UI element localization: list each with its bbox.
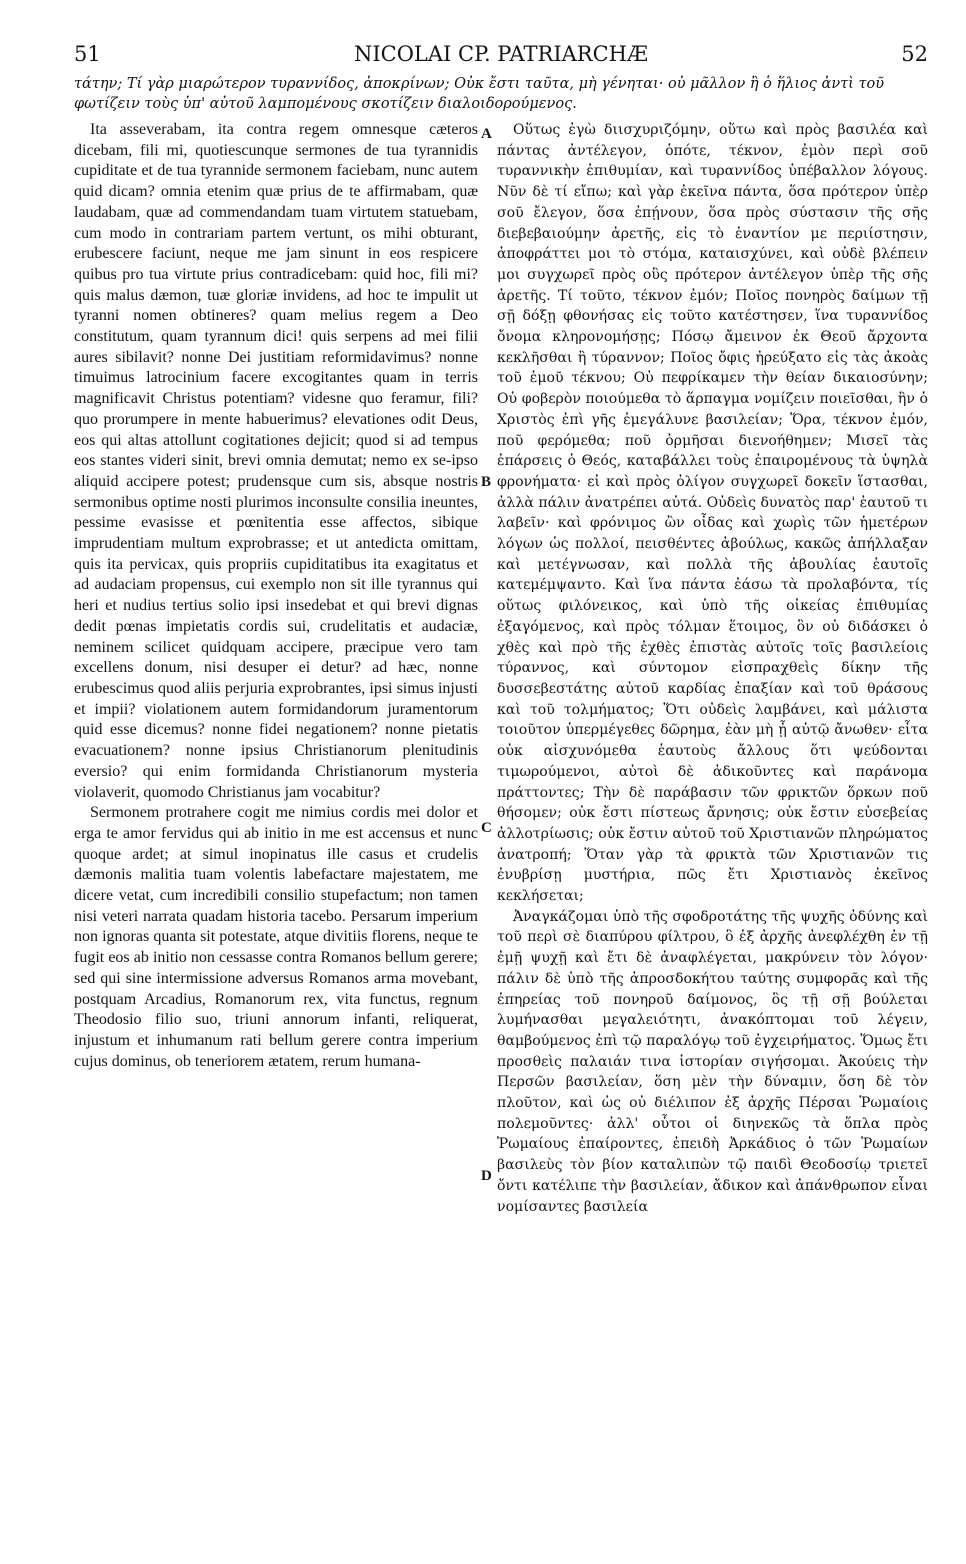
intro-line: τάτην; Τί γὰρ μιαρώτερον τυραννίδος, ἀποκρίνων; Οὐκ ἔστι ταῦτα, μὴ γένηται· οὐ μᾶλλον ἢ ὁ ἥλιος ἀντὶ τοῦ φωτίζειν τοὺς ὑπ' αὐτοῦ λαμπομένους σκοτίζειν διαλοιδορούμενος. <box>74 76 885 112</box>
page-header <box>74 42 928 72</box>
greek-paragraph: Οὕτως ἐγὼ διισχυριζόμην, οὕτω καὶ πρὸς βασιλέα καὶ πάντας ἀντέλεγον, ὁπότε, τέκνον, ἐμὸν περὶ σοῦ τυραννικὴν ἐπιθυμίαν, καὶ τυραννίδος ὑπέβαλλον λόγους. Νῦν δὲ τί εἴπω; καὶ γὰρ ἐκεῖνα πάντα, ὅσα πρότερον ὑπὲρ σοῦ ἔλεγον, ὅσα ἐπῄνουν, ὅσα πρὸς σύστασιν τῆς σῆς διεβεβαιούμην ἀρετῆς, εἰς τὸ ἐναντίον με περιίστησιν, ἀποφράττει μοι τὸ στόμα, καταισχύνει, καὶ οὐδὲ βλέπειν μοι συγχωρεῖ πρὸς οὓς πρότερον ἀντέλεγον ὑπὲρ τῆς σῆς ἀρετῆς. Τί τοῦτο, τέκνον ἐμόν; Ποῖος πονηρὸς δαίμων τῇ σῇ δόξῃ φθονήσας εἰς τοῦτο κατέστησεν, ἵνα τυραννίδος ὄνομα κληρονομήσῃς; Πόσῳ ἄμεινον ἐκ Θεοῦ ἄρχοντα κεκλῆσθαι ἢ τύραννον; Ποῖος ὄφις ἠρεύξατο εἰς τὰς ἀκοὰς τοῦ ἐμοῦ τέκνου; Οὐ πεφρίκαμεν τὴν θείαν δικαιοσύνην; Οὐ φοβερὸν ποιούμεθα τὸ ἅρπαγμα νομίζειν ποιεῖσθαι, ἣν ὁ Χριστὸς ἐπὶ γῆς ἐμεγάλυνε βασιλείαν; Ὅρα, τέκνον ἐμόν, ποῦ φερόμεθα; ποῦ ὁρμῆσαι διενοήθημεν; Μισεῖ τὰς ἐπάρσεις ὁ Θεός, καταβάλλει τοὺς ἐπαιρομένους τὰ ὑψηλὰ φρονήματα· εἰ καὶ πρὸς ὀλίγον συγχωρεῖ δοκεῖν ἵστασθαι, ἀλλὰ πάλιν ἀνατρέπει αὐτά. Οὐδεὶς δυνατὸς παρ' ἑαυτοῦ τι λαβεῖν· καὶ φρόνιμος ὢν οἶδας καὶ χωρὶς τῶν ἡμετέρων λόγων ὡς πολλοί, πεισθέντες ἀβούλως, κακῶς ἀπήλλαξαν καὶ μετέγνωσαν, καὶ πολλὰ τῆς ἀβουλίας ἑαυτοῖς κατεμέμψαντο. Καὶ ἵνα πάντα ἐάσω τὰ προλαβόντα, τίς οὕτως φιλόνεικος, καὶ ὑπὸ τῆς οἰκείας ἐπιθυμίας ἐξαγόμενος, καὶ πρὸς τόλμαν ἕτοιμος, ὃν οὐ διδάσκει ὁ χθὲς καὶ πρὸ τῆς ἐχθὲς ἐπιστὰς αὐτοῖς τοῖς βασιλείοις τύραννος, καὶ σύντομον εἰσπραχθεὶς δίκην τῆς δυσσεβεστάτης αὐτοῦ καρδίας ἐπαξίαν καὶ τοῦ θράσους καὶ τοῦ τολμήματος; Ὅτι οὐδεὶς λαμβάνει, καὶ μάλιστα τοιοῦτον ὑπερμέγεθες δῶρημα, ἐὰν μὴ ᾖ αὐτῷ ἄνωθεν· εἶτα οὐκ αἰσχυνόμεθα ἑαυτοὺς ἄλλους ὅτι ψεύδονται τιμωρούμενοι, αὐτοὶ δὲ ἀδικοῦντες καὶ παράνομα πράττοντες; Τὴν δὲ παράβασιν τῶν φρικτῶν ὅρκων ποῦ θήσομεν; οὐκ ἔστι πίστεως ἄρνησις; οὐκ ἔστιν εὐσεβείας ἀλλοτρίωσις; οὐκ ἔστιν αὐτοῦ τοῦ Χριστιανῶν πληρώματος ἀνατροπή; Ὅταν γὰρ τὰ φρικτὰ τῶν Χριστιανῶν τις ἐνυβρίσῃ μυστήρια, πῶς ἔτι Χριστιανὸς ἐκεῖνος κεκλήσεται; <box>497 122 928 905</box>
latin-paragraph: Ita asseverabam, ita contra regem omnesque cæteros dicebam, fili mi, quotiescunque sermones de tua tyrannidis cupiditate et de tua tyrannide sermonem faciebam, nunc autem quid dicam? omnia etenim quæ prius de te affirmabam, quæ laudabam, quæ ad commendandam tuam virtutem statuebam, cum modo in contrariam partem vertunt, os mihi obturant, erubescere faciunt, neque me jam sinunt in eos respicere quibus pro tua virtute prius contradicebam: quid hoc, fili mi? quis malus dæmon, tuæ gloriæ invidens, ad hoc te impulit ut tyranni nomen obtineres? quam melius regem a Deo constitutum, quam tyrannum dici! quis serpens ad mei filii aures sibilavit? nonne Dei justitiam reformidavimus? nonne timuimus latrocinium facere excogitantes quam in terris magnificavit Christus potentiam? videsne quo feramur, fili? quo prorumpere in mente habuerimus? elevationes odit Deus, eos qui altas attollunt cogitationes dejicit; quod si ad tempus eos stantes videri sinit, brevi omnia demutat; nemo ex se-ipso aliquid accipere potest; prudensque cum sis, absque nostris sermonibus optime nosti plurimos inconsulte consilia ineuntes, pessime evasisse et pœnitentia esse affectos, sibique imprudentiam multum exprobrasse; et ut antedicta omittam, quis ita pervicax, quis propriis cupiditatibus ita exagitatus et ad audaciam propensus, cui exemplo non sit ille tyrannus qui heri et nudius tertius solio ipsi insedebat et qui brevi dignas dedit pœnas impietatis cordis sui, crudelitatis et audaciæ, neminem scilicet quidquam accipere, præcipue vero tam excellens donum, nisi desuper ei detur? ad hæc, nonne erubescimus quod aliis perjuria exprobrantes, ipsi simus injusti et impii? violationem autem formidandorum juramentorum quid esse dicemus? nonne fidei negationem? nonne pietatis evacuationem? nonne ipsius Christianorum plenitudinis eversio? qui enim formidanda Christianorum mysteria violaverit, quomodo Christianus jam vocabitur? <box>74 121 478 801</box>
latin-paragraph: Sermonem protrahere cogit me nimius cordis mei dolor et erga te amor fervidus qui ab initio in me est accensus et nunc quoque ardet; at simul inopinatus ille casus et crudelis dæmonis malitia tuam volentis labefactare majestatem, me dicere vetat, cum incredibili consilio stupefactum; non tamen nisi veteri narrata quadam historia tacebo. Persarum imperium non ignoras quanta sit potestate, atque divitiis florens, neque te fugit eos ab initio non cessasse contra Romanos bellum gerere; sed qui sine intermissione adversus Romanos arma movebant, postquam Arcadius, Romanorum rex, vita functus, regnum Theodosio filio suo, triuni annorum infanti, reliquerat, injustum et inhumanum rati bellum gerere contra imperium cujus dominus, ob teneriorem ætatem, rerum humana- <box>74 804 478 1070</box>
section-marker-a: A <box>481 126 492 142</box>
greek-column <box>497 120 928 1217</box>
page-number-right: 52 <box>901 42 928 66</box>
page-number-left: 51 <box>74 42 101 66</box>
section-marker-b: B <box>481 474 492 490</box>
running-title: NICOLAI CP. PATRIARCHÆ <box>353 42 649 66</box>
latin-column <box>74 120 478 1072</box>
section-marker-c: C <box>481 820 492 836</box>
greek-paragraph: Ἀναγκάζομαι ὑπὸ τῆς σφοδροτάτης τῆς ψυχῆς ὀδύνης καὶ τοῦ περὶ σὲ διαπύρου φίλτρου, ὃ ἐξ ἀρχῆς ἀνεφλέχθη ἐν τῇ ἐμῇ ψυχῇ καὶ ἔτι δὲ ἀναφλέγεται, μακρύνειν τὸν λόγον· πάλιν δὲ ὑπὸ τῆς ἀπροσδοκήτου ταύτης συμφορᾶς καὶ τῆς ἐπηρείας τοῦ πονηροῦ δαίμονος, ὃς τῇ σῇ βούλεται λυμήνασθαι μεγαλειότητι, ἀνακόπτομαι τοῦ λέγειν, θαμβούμενος ἐπὶ τῷ παραλόγῳ τοῦ ἐγχειρήματος. Ὅμως ἔτι προσθεὶς παλαιάν τινα ἱστορίαν σιγήσομαι. Ἀκούεις τὴν Περσῶν βασιλείαν, ὅση μὲν τὴν δύναμιν, ὅση δὲ τὸν πλοῦτον, καὶ ὡς οὐ διέλιπον ἐξ ἀρχῆς Πέρσαι Ῥωμαίοις πολεμοῦντες· ἀλλ' οὗτοι οἱ διηνεκῶς τὰ ὅπλα πρὸς Ῥωμαίους ἐπαίροντες, ἐπειδὴ Ἀρκάδιος ὁ τῶν Ῥωμαίων βασιλεὺς τὸν βίον καταλιπὼν τῷ παιδὶ Θεοδοσίῳ τριετεῖ ὄντι κατέλιπε τὴν βασιλείαν, ἄδικον καὶ ἀπάνθρωπον εἶναι νομίσαντες βασιλεία <box>497 908 928 1215</box>
section-marker-d: D <box>481 1168 492 1184</box>
